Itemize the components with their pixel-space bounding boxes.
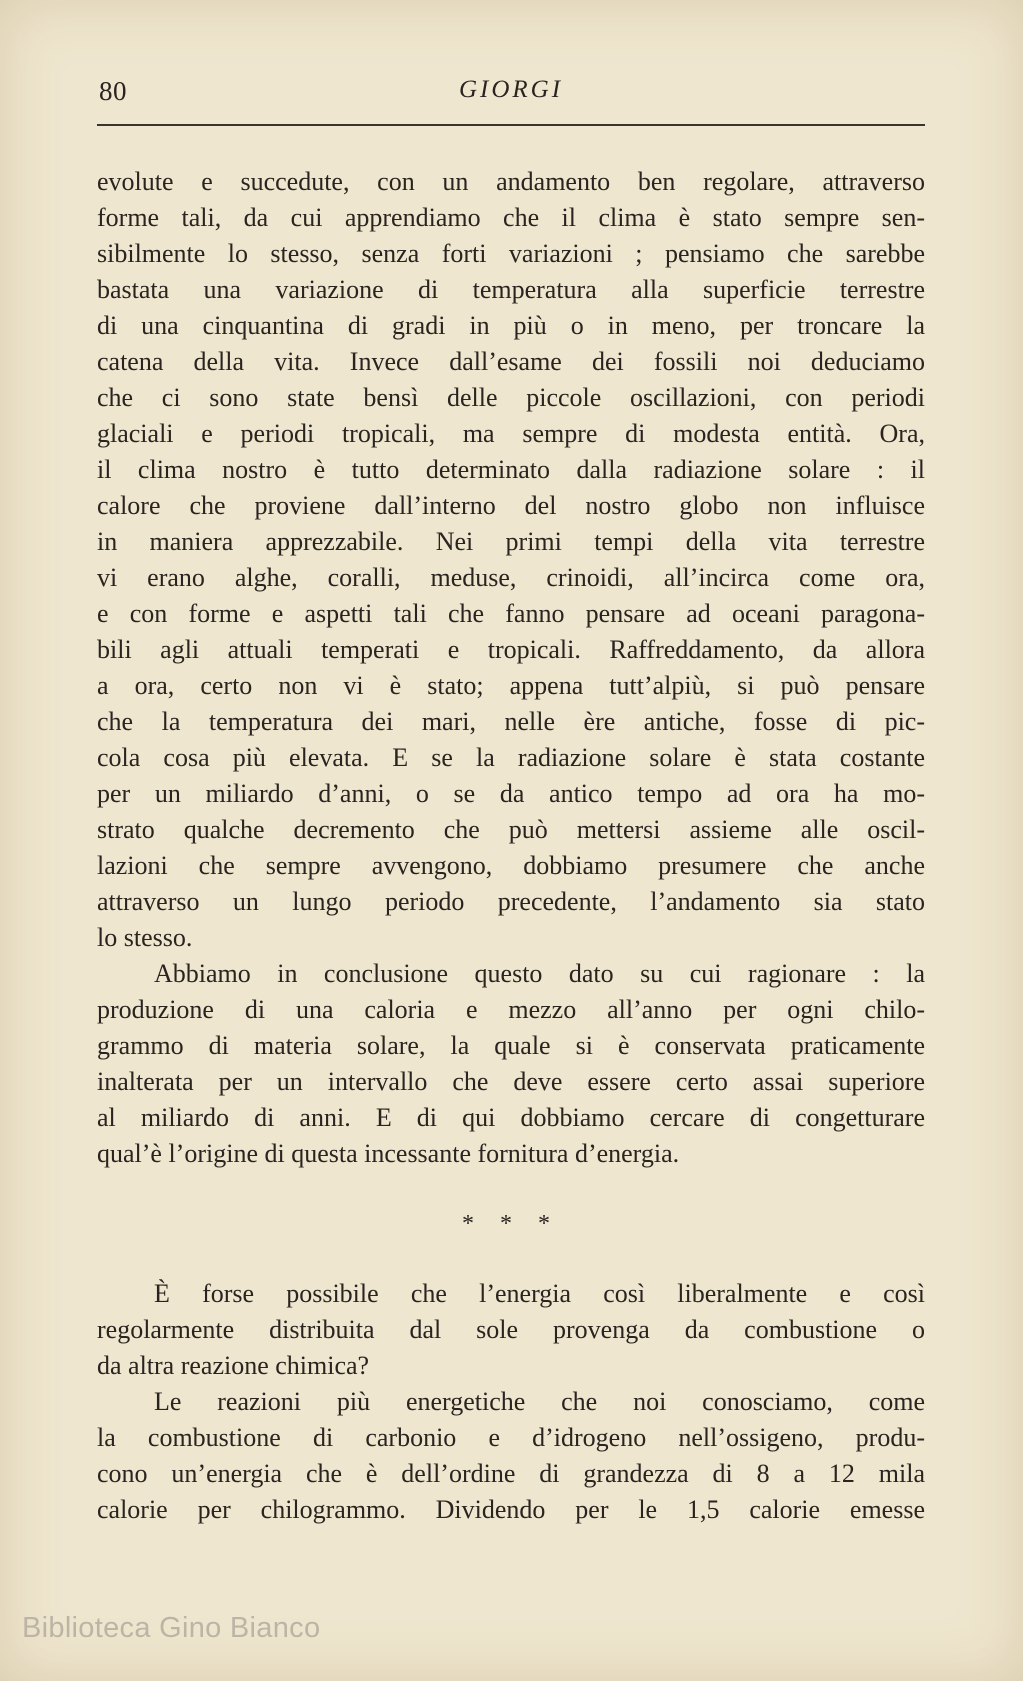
page-header — [97, 76, 925, 116]
text-line: da altra reazione chimica? — [97, 1351, 370, 1380]
text-line: bastata una variazione di temperatura alla superficie terrestre — [97, 275, 925, 304]
text-line: in maniera apprezzabile. Nei primi tempi della vita terrestre — [97, 527, 925, 556]
text-line: calore che proviene dall’interno del nostro globo non influisce — [97, 491, 925, 520]
paragraph — [97, 956, 925, 1172]
text-line: il clima nostro è tutto determinato dalla radiazione solare : il — [97, 455, 925, 484]
text-line: lazioni che sempre avvengono, dobbiamo presumere che anche — [97, 851, 925, 880]
text-line: cono un’energia che è dell’ordine di grandezza di 8 a 12 mila — [97, 1459, 925, 1488]
text-line: strato qualche decremento che può mettersi assieme alle oscil- — [97, 815, 925, 844]
text-line: per un miliardo d’anni, o se da antico tempo ad ora ha mo- — [97, 779, 925, 808]
text-line: glaciali e periodi tropicali, ma sempre di modesta entità. Ora, — [97, 419, 925, 448]
text-line: la combustione di carbonio e d’idrogeno nell’ossigeno, produ- — [97, 1423, 925, 1452]
text-line: che la temperatura dei mari, nelle ère antiche, fosse di pic- — [97, 707, 925, 736]
text-line: lo stesso. — [97, 923, 193, 952]
text-line: catena della vita. Invece dall’esame dei fossili noi deduciamo — [97, 347, 925, 376]
text-line: È forse possibile che l’energia così liberalmente e così — [154, 1279, 925, 1308]
body-text — [97, 164, 925, 1528]
section-break-asterism: * * * — [462, 1211, 560, 1237]
text-line: e con forme e aspetti tali che fanno pensare ad oceani paragona- — [97, 599, 925, 628]
text-line: produzione di una caloria e mezzo all’anno per ogni chilo- — [97, 995, 925, 1024]
paragraph — [97, 164, 925, 956]
paragraph — [97, 1384, 925, 1528]
text-line: attraverso un lungo periodo precedente, l’andamento sia stato — [97, 887, 925, 916]
text-line: forme tali, da cui apprendiamo che il clima è stato sempre sen- — [97, 203, 925, 232]
text-line: vi erano alghe, coralli, meduse, crinoidi, all’incirca come ora, — [97, 563, 925, 592]
running-head: GIORGI — [458, 76, 564, 103]
text-line: sibilmente lo stesso, senza forti variazioni ; pensiamo che sarebbe — [97, 239, 925, 268]
library-watermark: Biblioteca Gino Bianco — [22, 1612, 321, 1644]
text-line: evolute e succedute, con un andamento ben regolare, attraverso — [97, 167, 925, 196]
text-line: di una cinquantina di gradi in più o in meno, per troncare la — [97, 311, 925, 340]
text-line: regolarmente distribuita dal sole provenga da combustione o — [97, 1315, 925, 1344]
header-rule — [97, 124, 925, 126]
text-line: cola cosa più elevata. E se la radiazione solare è stata costante — [97, 743, 925, 772]
text-line: inalterata per un intervallo che deve essere certo assai superiore — [97, 1067, 925, 1096]
text-line: che ci sono state bensì delle piccole oscillazioni, con periodi — [97, 383, 925, 412]
text-line: bili agli attuali temperati e tropicali. Raffreddamento, da allora — [97, 635, 925, 664]
paragraph — [97, 1276, 925, 1384]
text-line: a ora, certo non vi è stato; appena tutt’alpiù, si può pensare — [97, 671, 925, 700]
text-line: al miliardo di anni. E di qui dobbiamo cercare di congetturare — [97, 1103, 925, 1132]
page-number: 80 — [99, 76, 127, 106]
text-line: calorie per chilogrammo. Dividendo per le 1,5 calorie emesse — [97, 1495, 925, 1524]
text-line: Abbiamo in conclusione questo dato su cui ragionare : la — [154, 959, 925, 988]
text-line: qual’è l’origine di questa incessante fornitura d’energia. — [97, 1139, 680, 1168]
text-line: grammo di materia solare, la quale si è conservata praticamente — [97, 1031, 925, 1060]
text-line: Le reazioni più energetiche che noi conosciamo, come — [154, 1387, 925, 1416]
